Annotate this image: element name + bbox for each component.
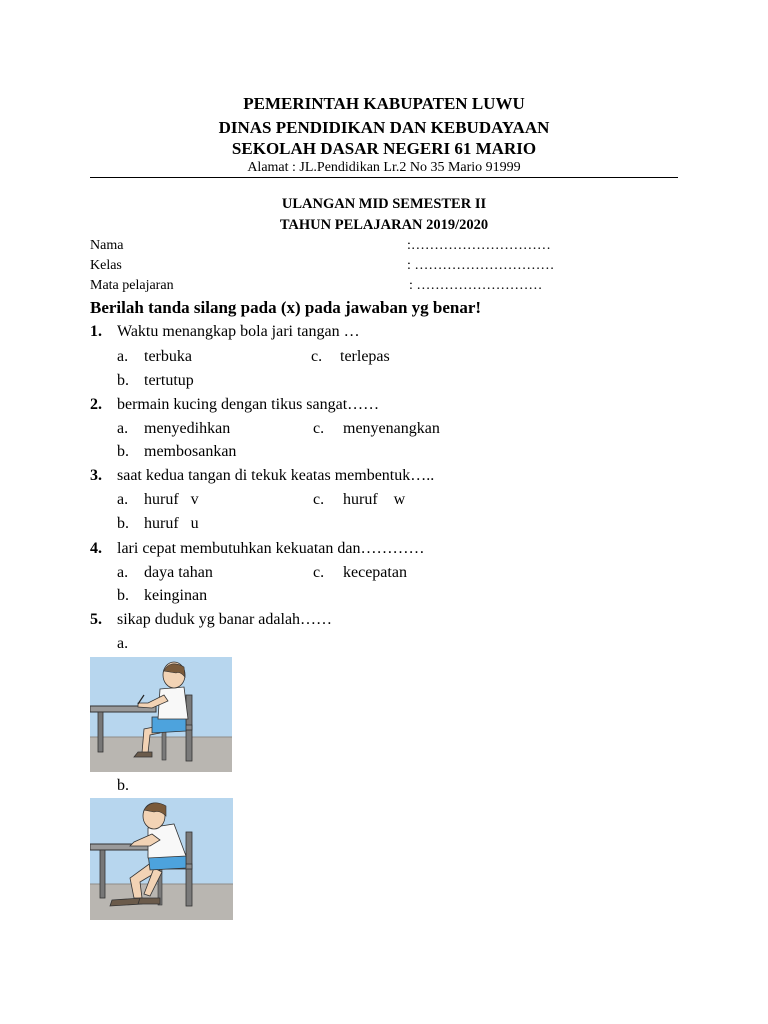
option-letter[interactable]: b. bbox=[117, 777, 129, 794]
option-text[interactable]: menyedihkan bbox=[144, 420, 231, 437]
question-number: 4. bbox=[90, 540, 102, 557]
field-label-kelas: Kelas bbox=[90, 258, 122, 273]
question-text: lari cepat membutuhkan kekuatan dan………… bbox=[117, 540, 425, 557]
field-label-mapel: Mata pelajaran bbox=[90, 278, 174, 293]
option-text[interactable]: menyenangkan bbox=[343, 420, 440, 437]
option-text[interactable]: kecepatan bbox=[343, 564, 407, 581]
option-letter[interactable]: a. bbox=[117, 635, 129, 652]
header-line-1: PEMERINTAH KABUPATEN LUWU bbox=[243, 94, 525, 113]
option-text[interactable]: terbuka bbox=[144, 348, 192, 365]
question-text: sikap duduk yg banar adalah…… bbox=[117, 611, 333, 628]
option-text[interactable]: daya tahan bbox=[144, 564, 213, 581]
exam-title: ULANGAN MID SEMESTER II bbox=[281, 196, 487, 212]
question-text: saat kedua tangan di tekuk keatas membentuk….. bbox=[117, 467, 435, 484]
question-number: 3. bbox=[90, 467, 102, 484]
question-number: 2. bbox=[90, 396, 102, 413]
option-text[interactable]: terlepas bbox=[340, 348, 390, 365]
option-letter[interactable]: c. bbox=[313, 491, 325, 508]
option-letter[interactable]: b. bbox=[117, 372, 129, 389]
option-text[interactable]: membosankan bbox=[144, 443, 237, 460]
question-text: bermain kucing dengan tikus sangat…… bbox=[117, 396, 380, 413]
option-letter[interactable]: a. bbox=[117, 491, 129, 508]
sitting-slouched-illustration bbox=[90, 798, 233, 920]
header-line-2: DINAS PENDIDIKAN DAN KEBUDAYAAN bbox=[218, 118, 550, 137]
option-a-image[interactable] bbox=[90, 657, 232, 772]
field-value-mapel[interactable]: : ……………………… bbox=[409, 278, 543, 293]
option-letter[interactable]: a. bbox=[117, 420, 129, 437]
option-text[interactable]: huruf u bbox=[144, 515, 199, 532]
option-b-image[interactable] bbox=[90, 798, 233, 920]
option-letter[interactable]: c. bbox=[313, 564, 325, 581]
option-letter[interactable]: c. bbox=[313, 420, 325, 437]
header-address: Alamat : JL.Pendidikan Lr.2 No 35 Mario 91999 bbox=[247, 160, 521, 175]
question-number: 5. bbox=[90, 611, 102, 628]
option-letter[interactable]: b. bbox=[117, 443, 129, 460]
header-divider bbox=[90, 177, 678, 178]
option-letter[interactable]: a. bbox=[117, 348, 129, 365]
exam-year: TAHUN PELAJARAN 2019/2020 bbox=[279, 217, 489, 233]
option-text[interactable]: huruf v bbox=[144, 491, 199, 508]
instruction: Berilah tanda silang pada (x) pada jawaban yg benar! bbox=[90, 298, 482, 317]
field-value-nama[interactable]: :………………………… bbox=[407, 238, 551, 253]
option-letter[interactable]: c. bbox=[311, 348, 323, 365]
option-letter[interactable]: b. bbox=[117, 587, 129, 604]
option-text[interactable]: huruf w bbox=[343, 491, 406, 508]
question-number: 1. bbox=[90, 323, 102, 340]
option-text[interactable]: tertutup bbox=[144, 372, 194, 389]
header-line-3: SEKOLAH DASAR NEGERI 61 MARIO bbox=[231, 139, 537, 158]
question-text: Waktu menangkap bola jari tangan … bbox=[117, 323, 360, 340]
field-label-nama: Nama bbox=[90, 238, 124, 253]
option-text[interactable]: keinginan bbox=[144, 587, 208, 604]
field-value-kelas[interactable]: : ………………………… bbox=[407, 258, 555, 273]
sitting-writing-illustration bbox=[90, 657, 232, 772]
option-letter[interactable]: b. bbox=[117, 515, 129, 532]
option-letter[interactable]: a. bbox=[117, 564, 129, 581]
